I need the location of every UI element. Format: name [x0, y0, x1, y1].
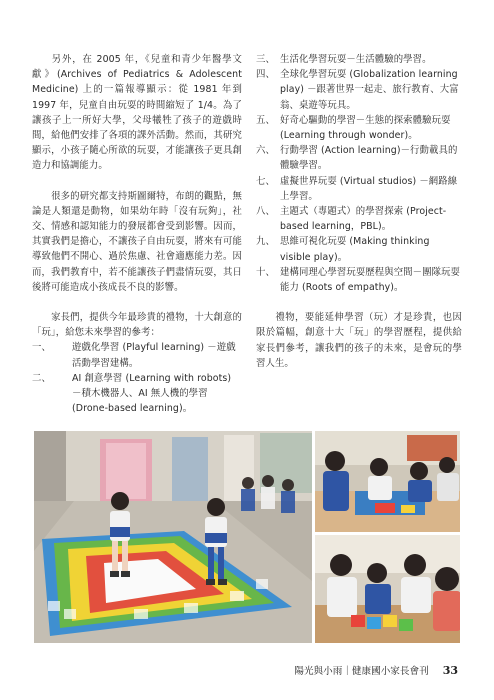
- list-item-text: 建構同理心學習玩耍歷程與空間－團隊玩耍能力 (Roots of empathy)。: [280, 266, 461, 294]
- list-item-text: 行動學習 (Action learning)－行動載具的體驗學習。: [280, 145, 458, 172]
- list-item-number: 一、: [32, 342, 51, 354]
- list-item: [256, 174, 462, 204]
- list-item: [32, 371, 242, 417]
- list-item: [256, 52, 462, 67]
- list-item-text: 全球化學習玩耍 (Globalization learning play) －跟著世界一起走、旅行教育、大富翁、桌遊等玩具。: [280, 69, 459, 111]
- page-number: 33: [442, 664, 458, 677]
- closing-paragraph: [256, 310, 462, 371]
- closing-paragraph-text: 禮物，要能延伸學習（玩）才是珍貴，也因限於篇幅，創意十大「玩」的學習歷程，提供給家長們參考，讓我們的孩子的未來，是會玩的學習人生。: [256, 312, 462, 369]
- list-item-text: 思維可視化玩耍 (Making thinking visible play)。: [280, 236, 430, 263]
- list-item-text: 好奇心驅動的學習－生態的探索體驗玩耍 (Learning through wonder)。: [280, 114, 451, 142]
- creative-play-list-right: [256, 52, 462, 295]
- photo-collage: [34, 431, 460, 643]
- list-item-number: 七、: [256, 175, 275, 187]
- list-item-number: 五、: [256, 114, 275, 126]
- list-item-number: 六、: [256, 145, 275, 157]
- list-item: [32, 340, 242, 370]
- list-item: [256, 265, 462, 295]
- paragraph-2-text: 很多的研究都支持斯圖爾特，布朗的觀點，無論是人類還是動物，如果幼年時「沒有玩夠」，社交、情感和認知能力的發展都會受到影響。因而，其實我們是擔心，不讓孩子自由玩耍，將來有可能導致他們不開心、過於焦慮、社會適應能力差。因而，我們教育中，若不能讓孩子們盡情玩耍，其日後將可能造成小孩成長不良的影響。: [32, 190, 242, 293]
- list-item-number: 十、: [256, 266, 275, 278]
- journal-title: 陽光與小雨｜健康國小家長會刊: [294, 666, 429, 677]
- creative-play-list-left: [32, 340, 242, 416]
- list-item-text: 遊戲化學習 (Playful learning) －遊戲活動學習建構。: [72, 342, 236, 369]
- list-item-number: 四、: [256, 69, 275, 81]
- paragraph-3-text: 家長們，提供今年最珍貴的禮物，十大創意的「玩」，給您未來學習的參考：: [32, 312, 242, 339]
- list-item: [256, 143, 462, 173]
- list-item-text: AI 創意學習 (Learning with robots) －積木機器人、AI 無人機的學習 (Drone-based learning)。: [72, 372, 232, 415]
- left-column: [32, 52, 242, 416]
- list-item-number: 二、: [32, 372, 51, 384]
- list-item-number: 三、: [256, 54, 275, 65]
- photo-classroom-activity: [315, 431, 460, 532]
- paragraph-3: [32, 310, 242, 340]
- list-item-number: 九、: [256, 236, 275, 248]
- list-item: [256, 113, 462, 143]
- page-footer: [294, 663, 458, 677]
- list-item-number: 八、: [256, 206, 275, 218]
- photo-floor-game: [34, 431, 312, 643]
- paragraph-2: [32, 189, 242, 295]
- list-item-text: 虛擬世界玩耍 (Virtual studios) －網路線上學習。: [280, 175, 458, 202]
- paragraph-1: [32, 52, 242, 174]
- photo-block-building: [315, 535, 460, 643]
- list-item: [256, 204, 462, 234]
- list-item: [256, 67, 462, 113]
- list-item: [256, 234, 462, 264]
- list-item-text: 生活化學習玩耍－生活體驗的學習。: [280, 54, 432, 65]
- paragraph-1-text: 另外，在 2005 年，《兒童和青少年醫學文獻》(Archives of Pediatrics & Adolescent Medicine) 上的一篇報導顯示：從 1981 年到 1997 年，兒童自由玩耍的時間縮短了 1/4。為了讓孩子上一所好大學，父母犧牲了孩子的遊戲時間，給他們安排了各項的課外活動。然而，其研究顯示，小孩子隨心所欲的玩耍，才能讓孩子更具創造力和協調能力。: [32, 54, 242, 172]
- list-item-text: 主題式（專題式）的學習探索 (Project-based learning，PBL)。: [280, 206, 447, 233]
- right-column: [256, 52, 462, 371]
